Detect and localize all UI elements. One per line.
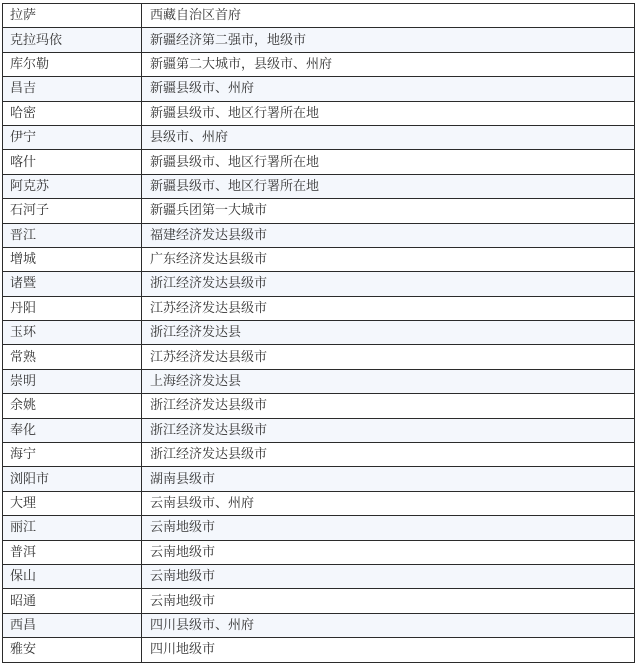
city-name-cell: 增城 [3, 247, 142, 271]
table-row [3, 394, 635, 418]
table-row [3, 28, 635, 52]
city-name-cell: 西昌 [3, 613, 142, 637]
city-name-cell: 大理 [3, 491, 142, 515]
city-name-cell: 诸暨 [3, 272, 142, 296]
city-description-cell: 云南地级市 [142, 564, 635, 588]
city-description-cell: 江苏经济发达县级市 [142, 296, 635, 320]
table-row [3, 564, 635, 588]
city-description-cell: 四川县级市、州府 [142, 613, 635, 637]
table-row [3, 247, 635, 271]
table-row [3, 125, 635, 149]
city-name-cell: 石河子 [3, 199, 142, 223]
table-row [3, 589, 635, 613]
city-description-cell: 上海经济发达县 [142, 369, 635, 393]
table-row [3, 223, 635, 247]
table-row [3, 369, 635, 393]
table-row [3, 4, 635, 28]
city-description-cell: 浙江经济发达县级市 [142, 443, 635, 467]
table-row [3, 491, 635, 515]
city-description-cell: 浙江经济发达县级市 [142, 272, 635, 296]
city-name-cell: 伊宁 [3, 125, 142, 149]
city-description-cell: 湖南县级市 [142, 467, 635, 491]
city-name-cell: 保山 [3, 564, 142, 588]
city-name-cell: 昌吉 [3, 77, 142, 101]
city-name-cell: 哈密 [3, 101, 142, 125]
city-description-cell: 浙江经济发达县 [142, 321, 635, 345]
city-name-cell: 崇明 [3, 369, 142, 393]
table-row [3, 613, 635, 637]
city-name-cell: 海宁 [3, 443, 142, 467]
table-row [3, 516, 635, 540]
city-description-cell: 四川地级市 [142, 638, 635, 662]
table-row [3, 345, 635, 369]
city-description-cell: 广东经济发达县级市 [142, 247, 635, 271]
city-name-cell: 晋江 [3, 223, 142, 247]
city-description-cell: 浙江经济发达县级市 [142, 394, 635, 418]
city-name-cell: 丹阳 [3, 296, 142, 320]
city-name-cell: 克拉玛依 [3, 28, 142, 52]
city-name-cell: 常熟 [3, 345, 142, 369]
city-name-cell: 喀什 [3, 150, 142, 174]
city-description-cell: 新疆县级市、地区行署所在地 [142, 101, 635, 125]
table-body [3, 4, 635, 663]
table-row [3, 467, 635, 491]
city-name-cell: 普洱 [3, 540, 142, 564]
city-name-cell: 拉萨 [3, 4, 142, 28]
table-row [3, 77, 635, 101]
city-description-cell: 云南地级市 [142, 516, 635, 540]
city-name-cell: 雅安 [3, 638, 142, 662]
table-row [3, 101, 635, 125]
city-description-cell: 浙江经济发达县级市 [142, 418, 635, 442]
city-name-cell: 玉环 [3, 321, 142, 345]
table-row [3, 296, 635, 320]
table-row [3, 199, 635, 223]
table-row [3, 638, 635, 662]
city-description-cell: 云南地级市 [142, 540, 635, 564]
city-description-cell: 新疆兵团第一大城市 [142, 199, 635, 223]
city-name-cell: 余姚 [3, 394, 142, 418]
city-description-cell: 新疆第二大城市，县级市、州府 [142, 52, 635, 76]
city-name-cell: 阿克苏 [3, 174, 142, 198]
city-name-cell: 库尔勒 [3, 52, 142, 76]
table-row [3, 272, 635, 296]
city-name-cell: 浏阳市 [3, 467, 142, 491]
table-row [3, 443, 635, 467]
city-description-cell: 新疆县级市、地区行署所在地 [142, 150, 635, 174]
city-description-cell: 云南县级市、州府 [142, 491, 635, 515]
city-description-cell: 县级市、州府 [142, 125, 635, 149]
table-row [3, 52, 635, 76]
table-row [3, 418, 635, 442]
city-name-cell: 昭通 [3, 589, 142, 613]
city-description-cell: 新疆县级市、州府 [142, 77, 635, 101]
table-row [3, 150, 635, 174]
city-description-cell: 江苏经济发达县级市 [142, 345, 635, 369]
city-description-cell: 福建经济发达县级市 [142, 223, 635, 247]
table-row [3, 174, 635, 198]
city-description-cell: 新疆县级市、地区行署所在地 [142, 174, 635, 198]
city-description-cell: 云南地级市 [142, 589, 635, 613]
table-row [3, 540, 635, 564]
city-description-cell: 新疆经济第二强市，地级市 [142, 28, 635, 52]
city-table [2, 3, 635, 663]
table-row [3, 321, 635, 345]
city-name-cell: 丽江 [3, 516, 142, 540]
city-description-cell: 西藏自治区首府 [142, 4, 635, 28]
city-name-cell: 奉化 [3, 418, 142, 442]
